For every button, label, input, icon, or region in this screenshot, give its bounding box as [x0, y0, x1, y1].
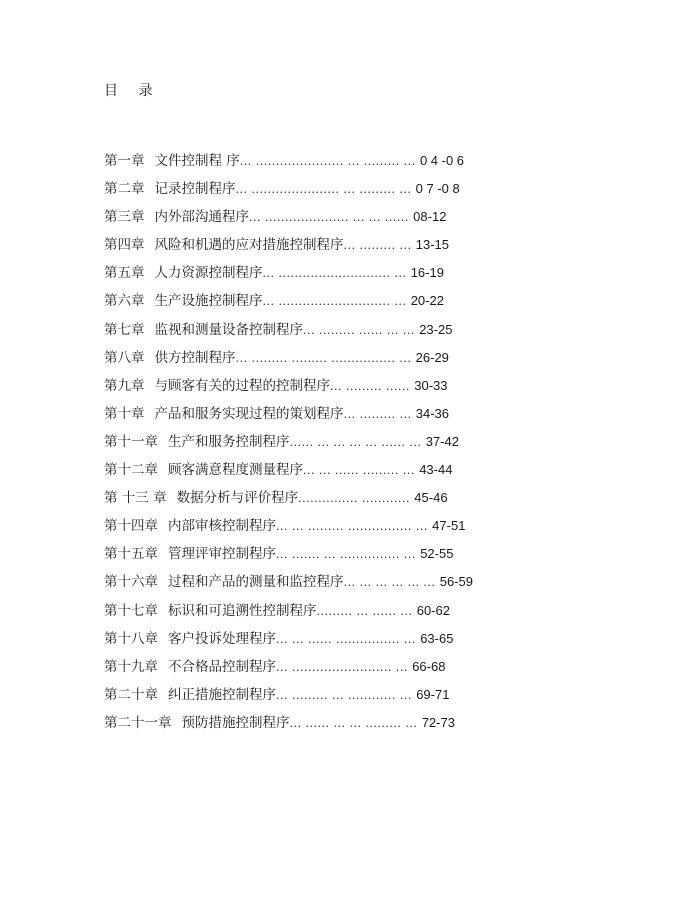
toc-leader: ... ......... ......... ................ ... [235, 351, 412, 365]
toc-entry [104, 403, 473, 431]
toc-chapter: 第四章 [104, 237, 145, 254]
toc-leader: ... ......... ...... [330, 379, 410, 393]
toc-chapter: 第十四章 [104, 518, 158, 535]
toc-pages: 37-42 [425, 433, 459, 449]
toc-title: 管理评审控制程序 [168, 546, 276, 563]
toc-leader: ... ......... ... ............ ... [276, 688, 412, 702]
toc-entry [104, 684, 473, 712]
toc-leader: ... ......... ...... ... ... [303, 323, 415, 337]
toc-leader: ... ............................ ... [262, 295, 407, 309]
toc-title: 风险和机遇的应对措施控制程序 [154, 237, 344, 254]
toc-chapter: 第十八章 [104, 630, 158, 647]
toc-chapter: 第九章 [104, 377, 145, 394]
toc-chapter: 第十九章 [104, 658, 158, 675]
toc-entry [104, 262, 473, 290]
toc-pages: 0 4 -0 6 [419, 153, 465, 168]
toc-title: 客户投诉处理程序 [168, 630, 276, 647]
toc-leader: ... ... ... ... ... ... [343, 576, 436, 590]
toc-chapter: 第十章 [104, 405, 145, 422]
toc-title: 预防措施控制程序 [181, 714, 290, 731]
toc-title: 过程和产品的测量和监控程序 [168, 574, 344, 591]
toc-entry [104, 600, 473, 628]
toc-entry [104, 178, 473, 206]
toc-entry [104, 459, 473, 487]
toc-entry [104, 150, 473, 178]
toc-chapter: 第十七章 [104, 602, 158, 619]
toc-pages: 66-68 [412, 658, 446, 674]
toc-leader: ... ......... ... [343, 239, 412, 253]
toc-entry [104, 347, 473, 375]
toc-leader: ... ...... ... ... ......... ... [289, 716, 418, 730]
toc-entry [104, 206, 473, 234]
toc-title: 供方控制程序 [154, 349, 236, 366]
page-title: 目 录 [104, 83, 161, 99]
toc-title: 生产和服务控制程序 [168, 433, 290, 450]
toc-leader: ... ......................... ... [276, 660, 408, 674]
toc-chapter: 第三章 [104, 209, 145, 226]
toc-chapter: 第十一章 [104, 433, 158, 450]
toc-pages: 72-73 [421, 714, 455, 730]
toc-chapter: 第八章 [104, 349, 145, 366]
toc-title: 监视和测量设备控制程序 [154, 321, 303, 338]
toc-chapter: 第六章 [104, 293, 145, 310]
toc-title: 与顾客有关的过程的控制程序 [154, 377, 330, 394]
toc-title: 数据分析与评价程序 [176, 490, 299, 507]
toc-pages: 0 7 -0 8 [415, 181, 460, 197]
toc-pages: 45-46 [414, 490, 448, 506]
toc-chapter: 第十二章 [104, 462, 158, 479]
toc-leader: ... ...................... ... ......... ... [235, 183, 412, 197]
toc-leader: ... ............................ ... [262, 267, 407, 281]
toc-pages: 08-12 [413, 209, 447, 225]
toc-entry [104, 656, 473, 684]
toc-title: 标识和可追溯性控制程序 [168, 602, 317, 619]
toc-entry [104, 431, 473, 459]
toc-title: 产品和服务实现过程的策划程序 [154, 405, 344, 422]
toc-pages: 43-44 [419, 462, 453, 478]
toc-title: 文件控制程 序 [154, 153, 240, 169]
toc-chapter: 第一章 [104, 153, 145, 169]
toc-entry [104, 543, 473, 571]
toc-title: 纠正措施控制程序 [168, 686, 276, 703]
toc-leader: ... ..................... ... ... ...... [249, 211, 409, 225]
toc-chapter: 第十五章 [104, 546, 158, 563]
toc-leader: ... ....... ... ............... ... [276, 548, 416, 562]
toc-leader: ... ...................... ... ......... ... [239, 155, 416, 168]
toc-chapter: 第二十一章 [104, 714, 172, 731]
toc-title: 不合格品控制程序 [168, 658, 276, 675]
toc-pages: 63-65 [420, 630, 454, 646]
toc-pages: 16-19 [410, 265, 444, 281]
toc-entry [104, 234, 473, 262]
toc-pages: 69-71 [416, 686, 450, 702]
toc-title: 生产设施控制程序 [154, 293, 263, 310]
toc-entry [104, 571, 473, 599]
toc-pages: 56-59 [439, 574, 473, 590]
toc-chapter: 第二十章 [104, 686, 158, 703]
toc-pages: 23-25 [419, 321, 453, 337]
toc-pages: 26-29 [415, 349, 449, 365]
toc-chapter: 第五章 [104, 265, 145, 282]
toc-title: 人力资源控制程序 [154, 265, 263, 282]
toc-chapter: 第七章 [104, 321, 145, 338]
toc-entry [104, 515, 473, 543]
toc-leader: ... ......... ... [343, 407, 412, 421]
toc-title: 内外部沟通程序 [154, 209, 249, 226]
toc-leader: ... ... ...... ......... ... [303, 464, 415, 478]
toc-pages: 52-55 [420, 546, 454, 562]
toc-title: 记录控制程序 [154, 181, 236, 198]
toc-pages: 30-33 [414, 377, 448, 393]
toc-entry [104, 628, 473, 656]
toc-leader: ...... ... ... ... ... ...... ... [289, 435, 422, 449]
toc-pages: 47-51 [432, 518, 466, 534]
toc-pages: 20-22 [410, 293, 444, 309]
toc-pages: 60-62 [416, 602, 450, 618]
toc-title: 内部审核控制程序 [168, 518, 276, 535]
toc-entry [104, 487, 473, 515]
toc-entry [104, 712, 473, 740]
toc-entry [104, 290, 473, 318]
toc-chapter: 第二章 [104, 181, 145, 198]
toc-chapter: 第 十三 章 [104, 490, 167, 507]
toc-entry [104, 375, 473, 403]
toc-entry [104, 319, 473, 347]
toc-pages: 34-36 [415, 405, 449, 421]
toc-leader: ... ... ......... ................ ... [276, 520, 428, 534]
toc-chapter: 第十六章 [104, 574, 158, 591]
toc-leader: ............... ............ [298, 492, 410, 506]
toc-leader: ......... ... ...... ... [316, 604, 413, 618]
toc-title: 顾客满意程度测量程序 [168, 462, 303, 479]
table-of-contents [104, 150, 473, 740]
toc-leader: ... ... ...... ................ ... [276, 632, 416, 646]
toc-pages: 13-15 [415, 237, 449, 253]
